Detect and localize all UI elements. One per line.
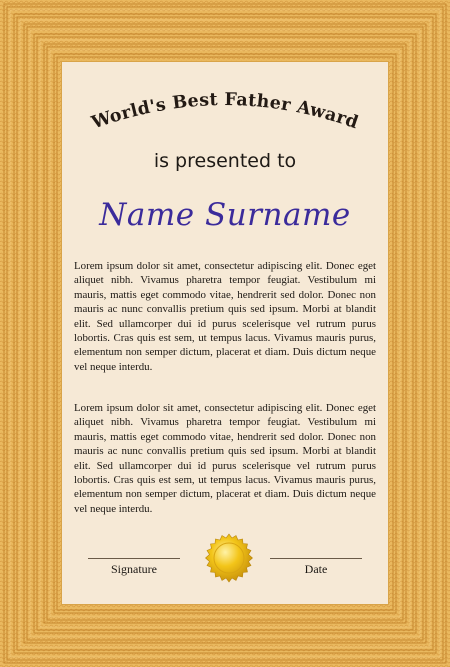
recipient-name: Name Surname xyxy=(99,197,351,233)
award-title xyxy=(88,90,361,134)
date-line xyxy=(270,558,362,559)
body-paragraph-1: Lorem ipsum dolor sit amet, consectetur adipiscing elit. Donec eget aliquet nibh. Vivamus pharetra tempor feugiat. Vestibulum mi mauris, mattis eget commodo vitae, hendrerit sed dolor. Donec non mauris ac nunc convallis pretium quis sed ipsum. Morbi at blandit elit. Sed ullamcorper dui id purus scelerisque vel rutrum purus lobortis. Cras quis est sem, ut tempus lacus. Vivamus mauris purus, elementum non semper dictum, placerat et diam. Duis dictum neque vel neque interdu. xyxy=(74,260,376,373)
gold-seal-icon xyxy=(204,533,254,583)
award-title-text: World's Best Father Award xyxy=(89,89,361,134)
body-paragraph-2: Lorem ipsum dolor sit amet, consectetur adipiscing elit. Donec eget aliquet nibh. Vivamus pharetra tempor feugiat. Vestibulum mi mauris, mattis eget commodo vitae, hendrerit sed dolor. Donec non mauris ac nunc convallis pretium quis sed ipsum. Morbi at blandit elit. Sed ullamcorper dui id purus scelerisque vel rutrum purus lobortis. Cras quis est sem, ut tempus lacus. Vivamus mauris purus, elementum non semper dictum, placerat et diam. Duis dictum neque vel neque interdu. xyxy=(74,402,376,515)
certificate-panel xyxy=(62,62,388,604)
signature-label: Signature xyxy=(111,562,157,576)
award-title-arc xyxy=(62,62,388,152)
date-label: Date xyxy=(304,562,328,576)
signature-line xyxy=(88,558,180,559)
presented-to-line: is presented to xyxy=(153,150,297,172)
